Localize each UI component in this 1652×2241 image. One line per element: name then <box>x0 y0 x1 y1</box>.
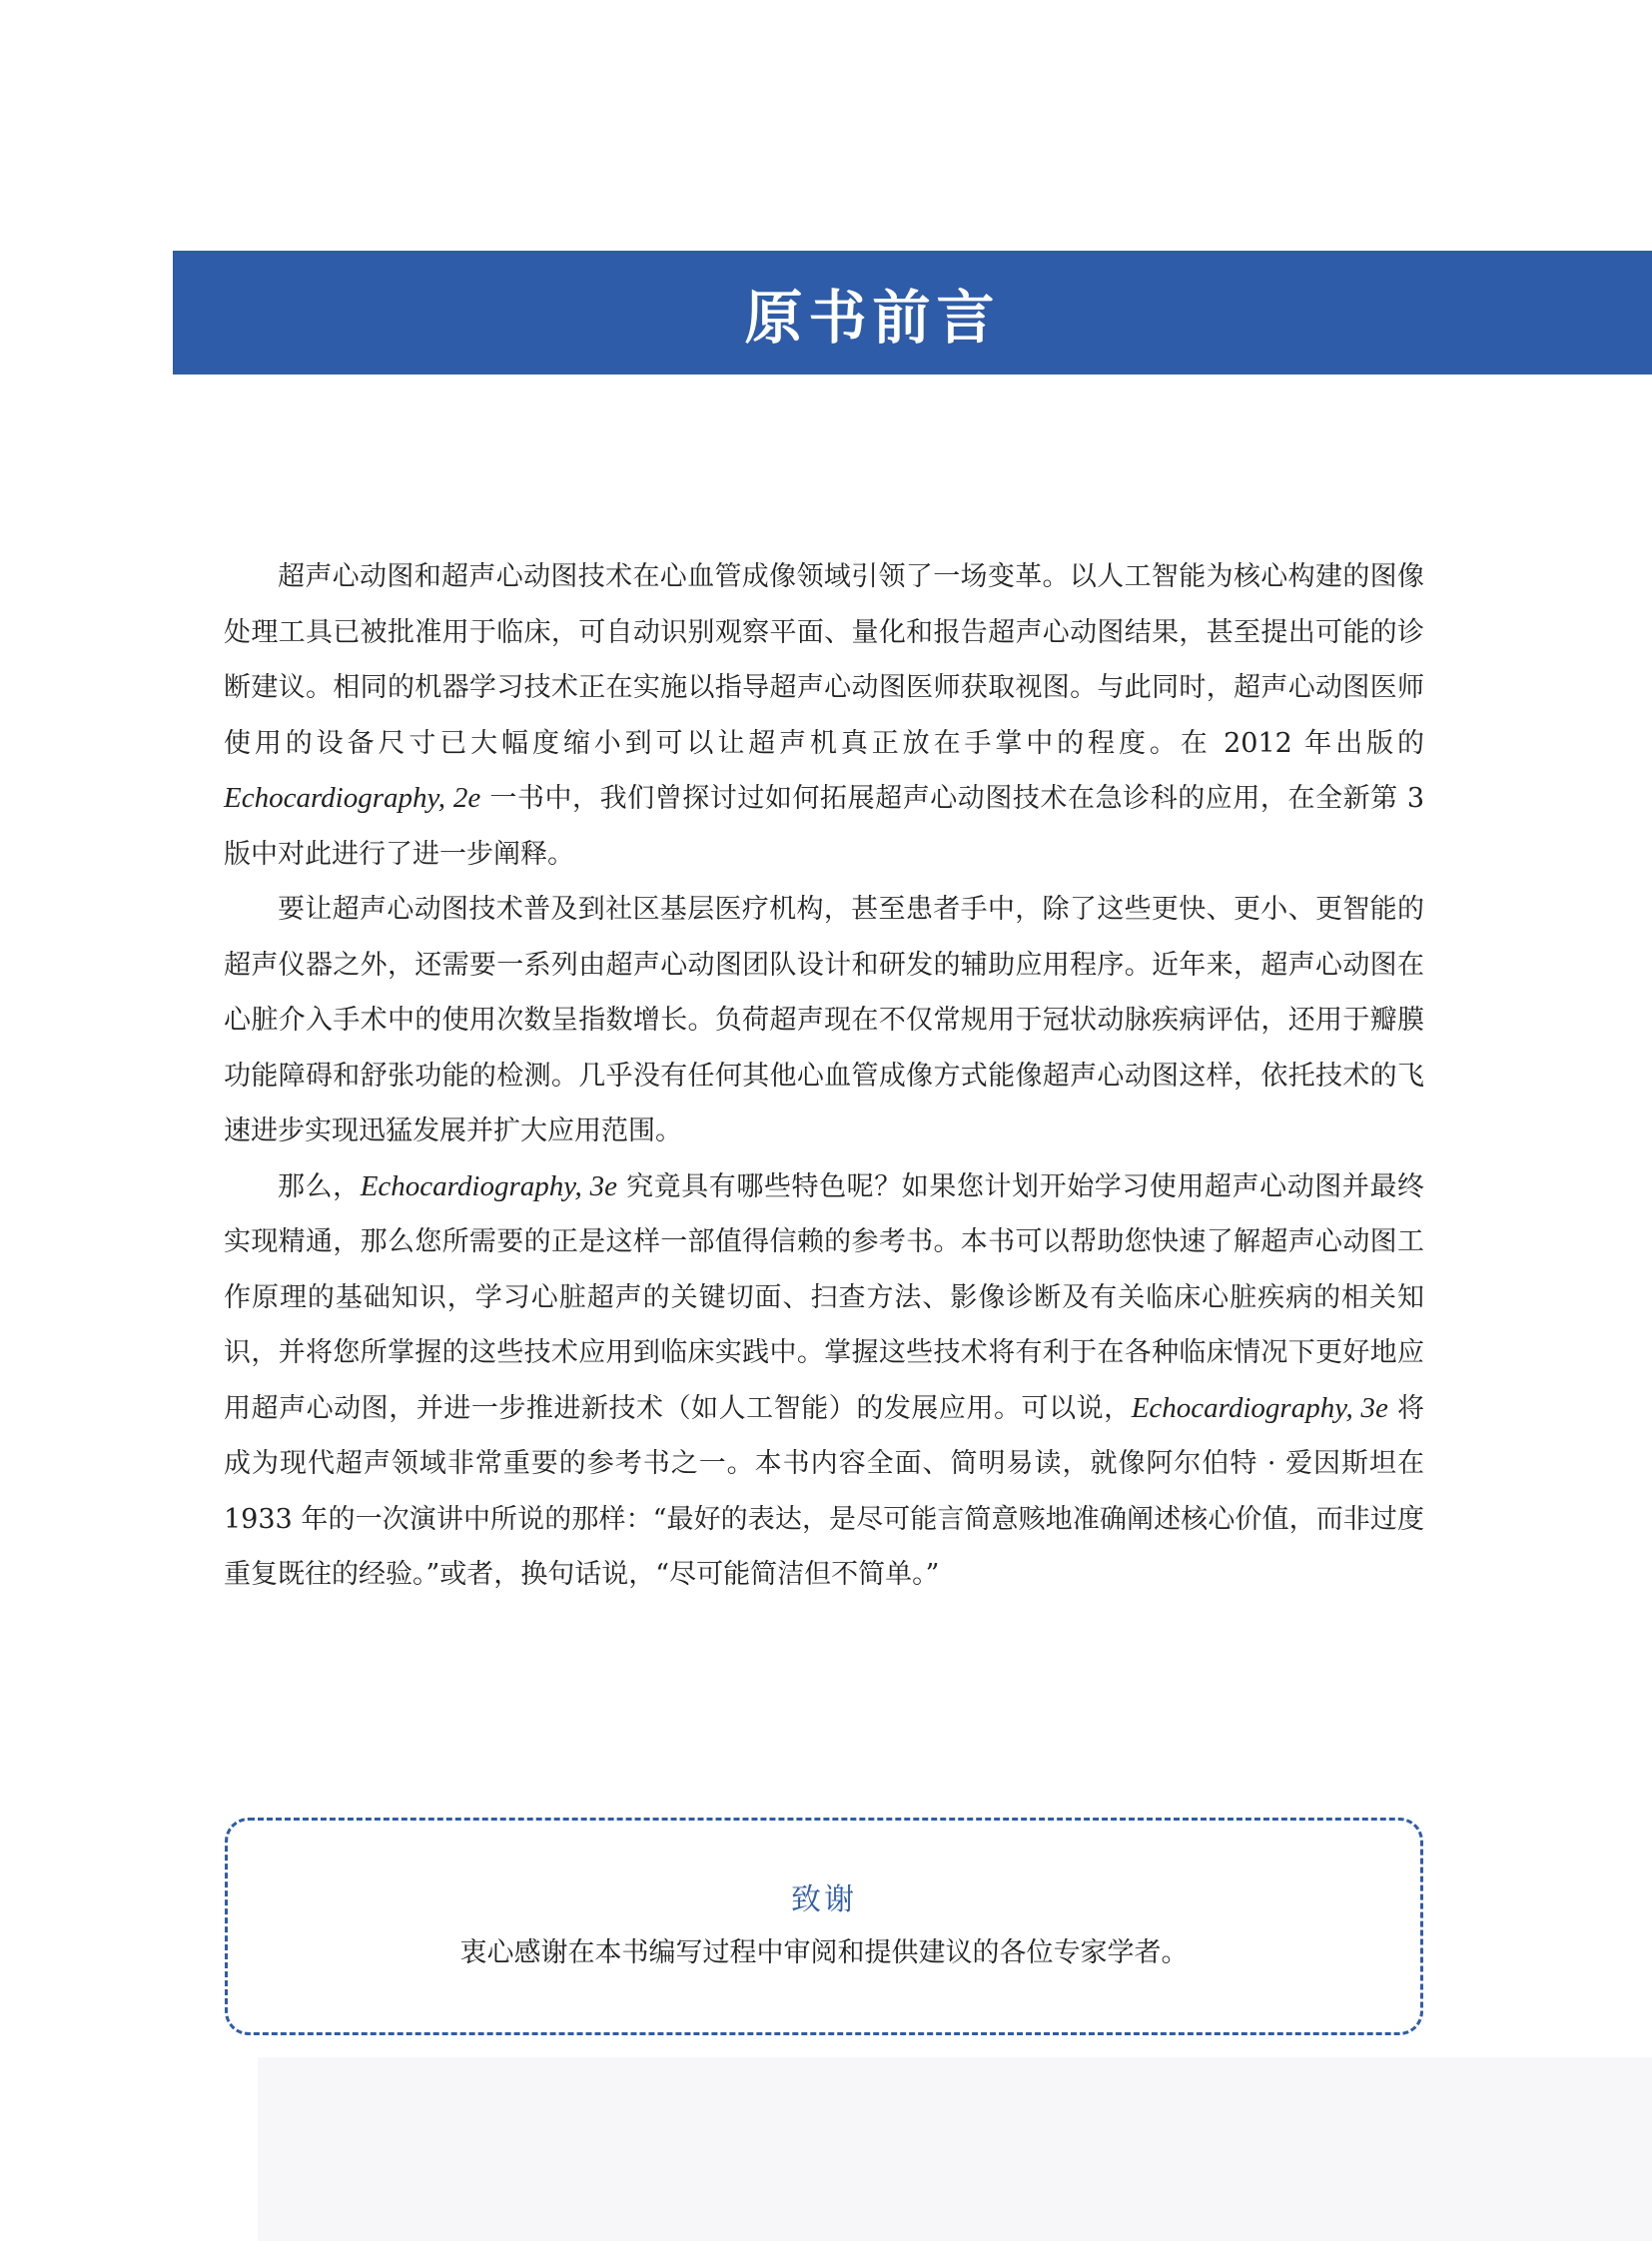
page-title: 原书前言 <box>744 284 1001 352</box>
page-shading <box>258 2057 1652 2241</box>
acknowledgment-box <box>225 1818 1423 2035</box>
book-title: Echocardiography, 3e <box>1131 1391 1388 1424</box>
paragraph-2 <box>224 882 1424 1159</box>
acknowledgment-text: 衷心感谢在本书编写过程中审阅和提供建议的各位专家学者。 <box>459 1937 1189 1968</box>
paragraph-text: 一书中，我们曾探讨过如何拓展超声心动图技术在急诊科的应用，在全新第 3 版中对此进行了进一步阐释。 <box>224 783 1425 870</box>
book-title: Echocardiography, 2e <box>224 782 481 814</box>
paragraph-text: 要让超声心动图技术普及到社区基层医疗机构，甚至患者手中，除了这些更快、更小、更智能的超声仪器之外，还需要一系列由超声心动图团队设计和研发的辅助应用程序。近年来，超声心动图在心脏介入手术中的使用次数呈指数增长。负荷超声现在不仅常规用于冠状动脉疾病评估，还用于瓣膜功能障碍和舒张功能的检测。几乎没有任何其他心血管成像方式能像超声心动图这样，依托技术的飞速进步实现迅猛发展并扩大应用范围。 <box>224 894 1424 1146</box>
paragraph-1 <box>224 549 1424 882</box>
paragraph-text: 究竟具有哪些特色呢？如果您计划开始学习使用超声心动图并最终实现精通，那么您所需要的正是这样一部值得信赖的参考书。本书可以帮助您快速了解超声心动图工作原理的基础知识，学习心脏超声的关键切面、扫查方法、影像诊断及有关临床心脏疾病的相关知识，并将您所掌握的这些技术应用到临床实践中。掌握这些技术将有利于在各种临床情况下更好地应用超声心动图，并进一步推进新技术（如人工智能）的发展应用。可以说， <box>224 1170 1425 1424</box>
acknowledgment-title: 致谢 <box>791 1882 857 1917</box>
paragraph-text: 将成为现代超声领域非常重要的参考书之一。本书内容全面、简明易读，就像阿尔伯特 · 爱因斯坦在 1933 年的一次演讲中所说的那样：“最好的表达，是尽可能言简意赅地准确阐述核心价值，而非过度重复既往的经验。”或者，换句话说，“尽可能简洁但不简单。” <box>224 1392 1425 1590</box>
paragraph-3 <box>224 1159 1424 1603</box>
paragraph-text: 超声心动图和超声心动图技术在心血管成像领域引领了一场变革。以人工智能为核心构建的图像处理工具已被批准用于临床，可自动识别观察平面、量化和报告超声心动图结果，甚至提出可能的诊断建议。相同的机器学习技术正在实施以指导超声心动图医师获取视图。与此同时，超声心动图医师使用的设备尺寸已大幅度缩小到可以让超声机真正放在手掌中的程度。在 2012 年出版的 <box>224 561 1424 759</box>
paragraph-text: 那么， <box>278 1170 361 1202</box>
title-banner <box>173 251 1652 374</box>
book-title: Echocardiography, 3e <box>360 1169 617 1202</box>
preface-body <box>224 549 1424 1603</box>
